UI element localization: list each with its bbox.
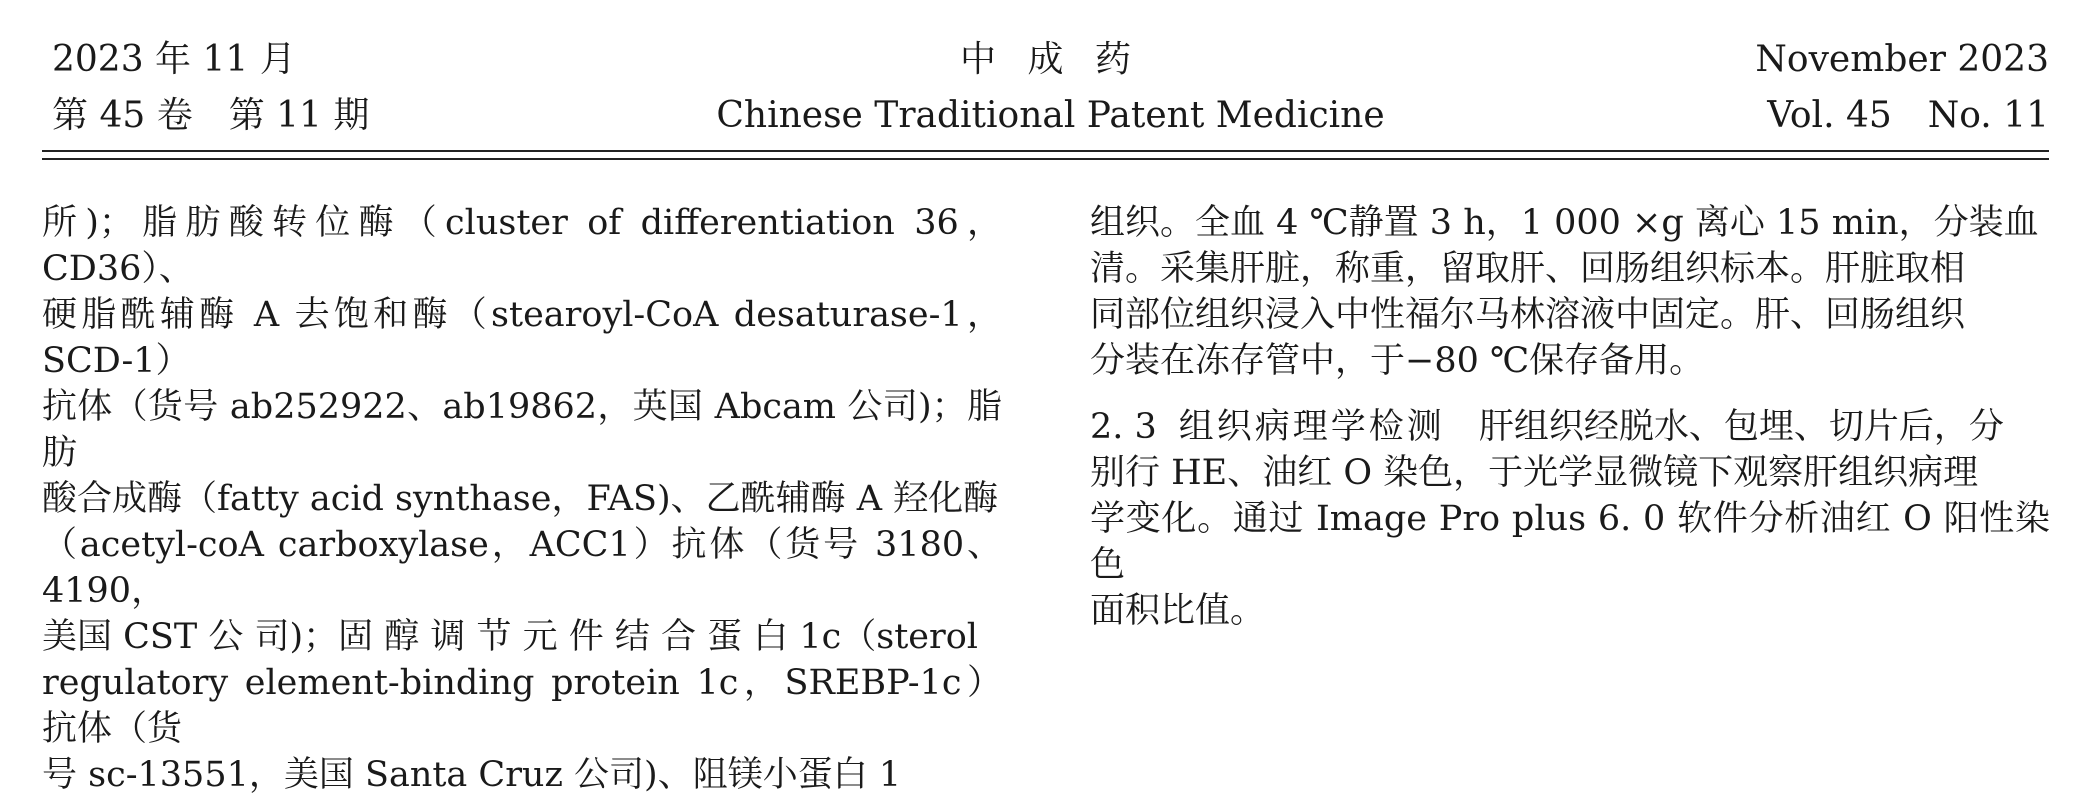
volume-issue-cn: 第 45 卷 第 11 期 bbox=[52, 95, 370, 136]
header-rule-bottom bbox=[42, 158, 2049, 160]
body-line: 分装在冻存管中，于−80 ℃保存备用。 bbox=[1090, 341, 1705, 381]
body-line: 号 sc-13551，美国 Santa Cruz 公司)、阻镁小蛋白 1 bbox=[42, 755, 902, 795]
body-line: 面积比值。 bbox=[1090, 591, 1266, 631]
right-column bbox=[1090, 200, 2050, 634]
paragraph-histopathology bbox=[1090, 404, 2050, 634]
body-line: 别行 HE、油红 O 染色，于光学显微镜下观察肝组织病理 bbox=[1090, 453, 1979, 493]
section-heading-line bbox=[1090, 404, 2050, 450]
body-line: 硬脂酰辅酶 A 去饱和酶（stearoyl-CoA desaturase-1，SCD-1） bbox=[42, 295, 1002, 381]
page-header bbox=[52, 32, 2049, 144]
body-line: 组织。全血 4 ℃静置 3 h，1 000 ×g 离心 15 min，分装血 bbox=[1090, 203, 2039, 243]
header-rule-top bbox=[42, 150, 2049, 152]
journal-title-en: Chinese Traditional Patent Medicine bbox=[716, 95, 1385, 136]
body-line: 所)；脂肪酸转位酶（cluster of differentiation 36，CD36）、 bbox=[42, 203, 1002, 289]
body-line: （acetyl-coA carboxylase，ACC1）抗体（货号 3180、4190， bbox=[42, 525, 1002, 611]
paragraph-specimen-collection bbox=[1090, 200, 2050, 384]
body-line: 酸合成酶（fatty acid synthase，FAS)、乙酰辅酶 A 羟化酶 bbox=[42, 479, 999, 519]
issue-date-en: November 2023 bbox=[1755, 39, 2049, 80]
body-line: 美国 CST 公 司)；固 醇 调 节 元 件 结 合 蛋 白 1c（sterol bbox=[42, 617, 978, 657]
body-line: 学变化。通过 Image Pro plus 6. 0 软件分析油红 O 阳性染色 bbox=[1090, 499, 2050, 585]
section-number: 2. 3 bbox=[1090, 407, 1157, 447]
body-text: 肝组织经脱水、包埋、切片后，分 bbox=[1478, 407, 2004, 447]
body-line: regulatory element-binding protein 1c，SREBP-1c）抗体（货 bbox=[42, 663, 1002, 749]
body-line: 清。采集肝脏，称重，留取肝、回肠组织标本。肝脏取相 bbox=[1090, 249, 1966, 289]
left-column bbox=[42, 200, 1002, 798]
journal-title-cn: 中 成 药 bbox=[960, 39, 1141, 80]
body-line: 抗体（货号 ab252922、ab19862，英国 Abcam 公司)；脂肪 bbox=[42, 387, 1002, 473]
volume-issue-en: Vol. 45 No. 11 bbox=[1767, 95, 2049, 136]
issue-date-cn: 2023 年 11 月 bbox=[52, 39, 296, 80]
body-line: 同部位组织浸入中性福尔马林溶液中固定。肝、回肠组织 bbox=[1090, 295, 1966, 335]
section-title: 组织病理学检测 bbox=[1178, 407, 1445, 447]
